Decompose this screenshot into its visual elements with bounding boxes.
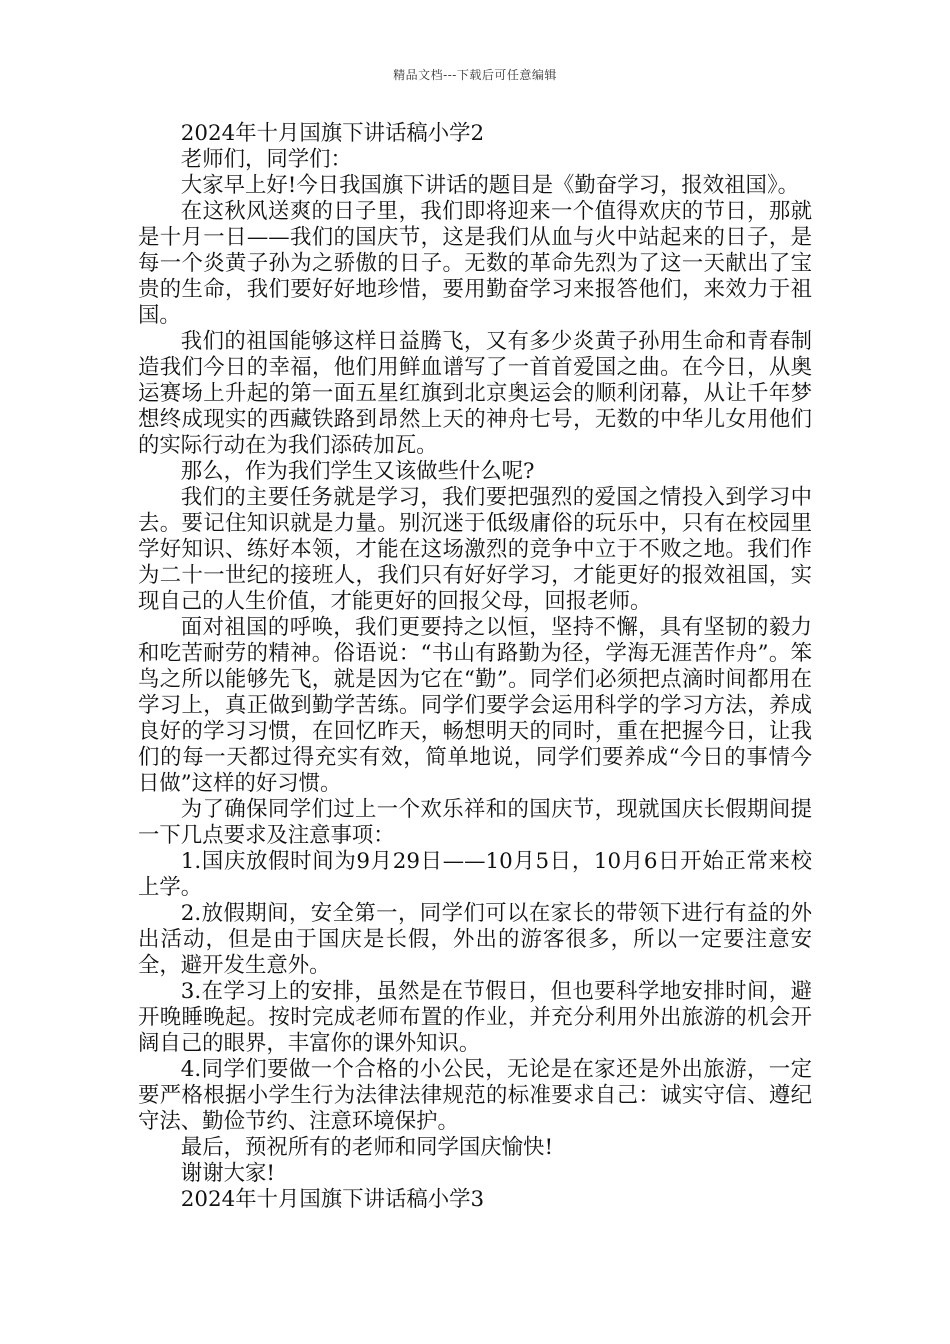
list-item: 1.国庆放假时间为9月29日——10月5日，10月6日开始正常来校上学。 xyxy=(138,849,812,900)
page-header: 精品文档---下载后可任意编辑 xyxy=(393,68,557,82)
paragraph: 我们的祖国能够这样日益腾飞，又有多少炎黄子孙用生命和青春制造我们今日的幸福，他们用鲜血谱写了一首首爱国之曲。在今日，从奥运赛场上升起的第一面五星红旗到北京奥运会的顺利闭幕，从让千年梦想终成现实的西藏铁路到昂然上天的神舟七号，无数的中华儿女用他们的实际行动在为我们添砖加瓦。 xyxy=(138,329,812,458)
list-item: 4.同学们要做一个合格的小公民，无论是在家还是外出旅游，一定要严格根据小学生行为法律法律规范的标准要求自己：诚实守信、遵纪守法、勤俭节约、注意环境保护。 xyxy=(138,1057,812,1134)
section-title: 2024年十月国旗下讲话稿小学2 xyxy=(180,121,485,146)
paragraph: 大家早上好!今日我国旗下讲话的题目是《勤奋学习，报效祖国》。 xyxy=(180,173,800,198)
document-body xyxy=(138,121,812,1213)
paragraph: 最后，预祝所有的老师和同学国庆愉快! xyxy=(180,1135,554,1160)
paragraph: 我们的主要任务就是学习，我们要把强烈的爱国之情投入到学习中去。要记住知识就是力量。别沉迷于低级庸俗的玩乐中，只有在校园里学好知识、练好本领，才能在这场激烈的竞争中立于不败之地。我们作为二十一世纪的接班人，我们只有好好学习，才能更好的报效祖国，实现自己的人生价值，才能更好的回报父母，回报老师。 xyxy=(138,485,812,614)
list-item: 3.在学习上的安排，虽然是在节假日，但也要科学地安排时间，避开晚睡晚起。按时完成老师布置的作业，并充分利用外出旅游的机会开阔自己的眼界，丰富你的课外知识。 xyxy=(138,979,812,1056)
paragraph: 为了确保同学们过上一个欢乐祥和的国庆节，现就国庆长假期间提一下几点要求及注意事项： xyxy=(138,797,812,848)
paragraph: 面对祖国的呼唤，我们更要持之以恒，坚持不懈，具有坚韧的毅力和吃苦耐劳的精神。俗语说：“书山有路勤为径，学海无涯苦作舟”。笨鸟之所以能够先飞，就是因为它在“勤”。同学们必须把点滴时间都用在学习上，真正做到勤学苦练。同学们要学会运用科学的学习方法，养成良好的学习习惯，在回忆昨天，畅想明天的同时，重在把握今日，让我们的每一天都过得充实有效，简单地说，同学们要养成“今日的事情今日做”这样的好习惯。 xyxy=(138,615,812,796)
paragraph: 那么，作为我们学生又该做些什么呢? xyxy=(180,459,535,484)
section-title: 2024年十月国旗下讲话稿小学3 xyxy=(180,1187,485,1212)
salutation: 老师们，同学们： xyxy=(180,147,352,172)
list-item: 2.放假期间，安全第一，同学们可以在家长的带领下进行有益的外出活动，但是由于国庆是长假，外出的游客很多，所以一定要注意安全，避开发生意外。 xyxy=(138,901,812,978)
closing: 谢谢大家! xyxy=(180,1161,275,1186)
paragraph: 在这秋风送爽的日子里，我们即将迎来一个值得欢庆的节日，那就是十月一日——我们的国庆节，这是我们从血与火中站起来的日子，是每一个炎黄子孙为之骄傲的日子。无数的革命先烈为了这一天献出了宝贵的生命，我们要好好地珍惜，要用勤奋学习来报答他们，来效力于祖国。 xyxy=(138,199,812,328)
